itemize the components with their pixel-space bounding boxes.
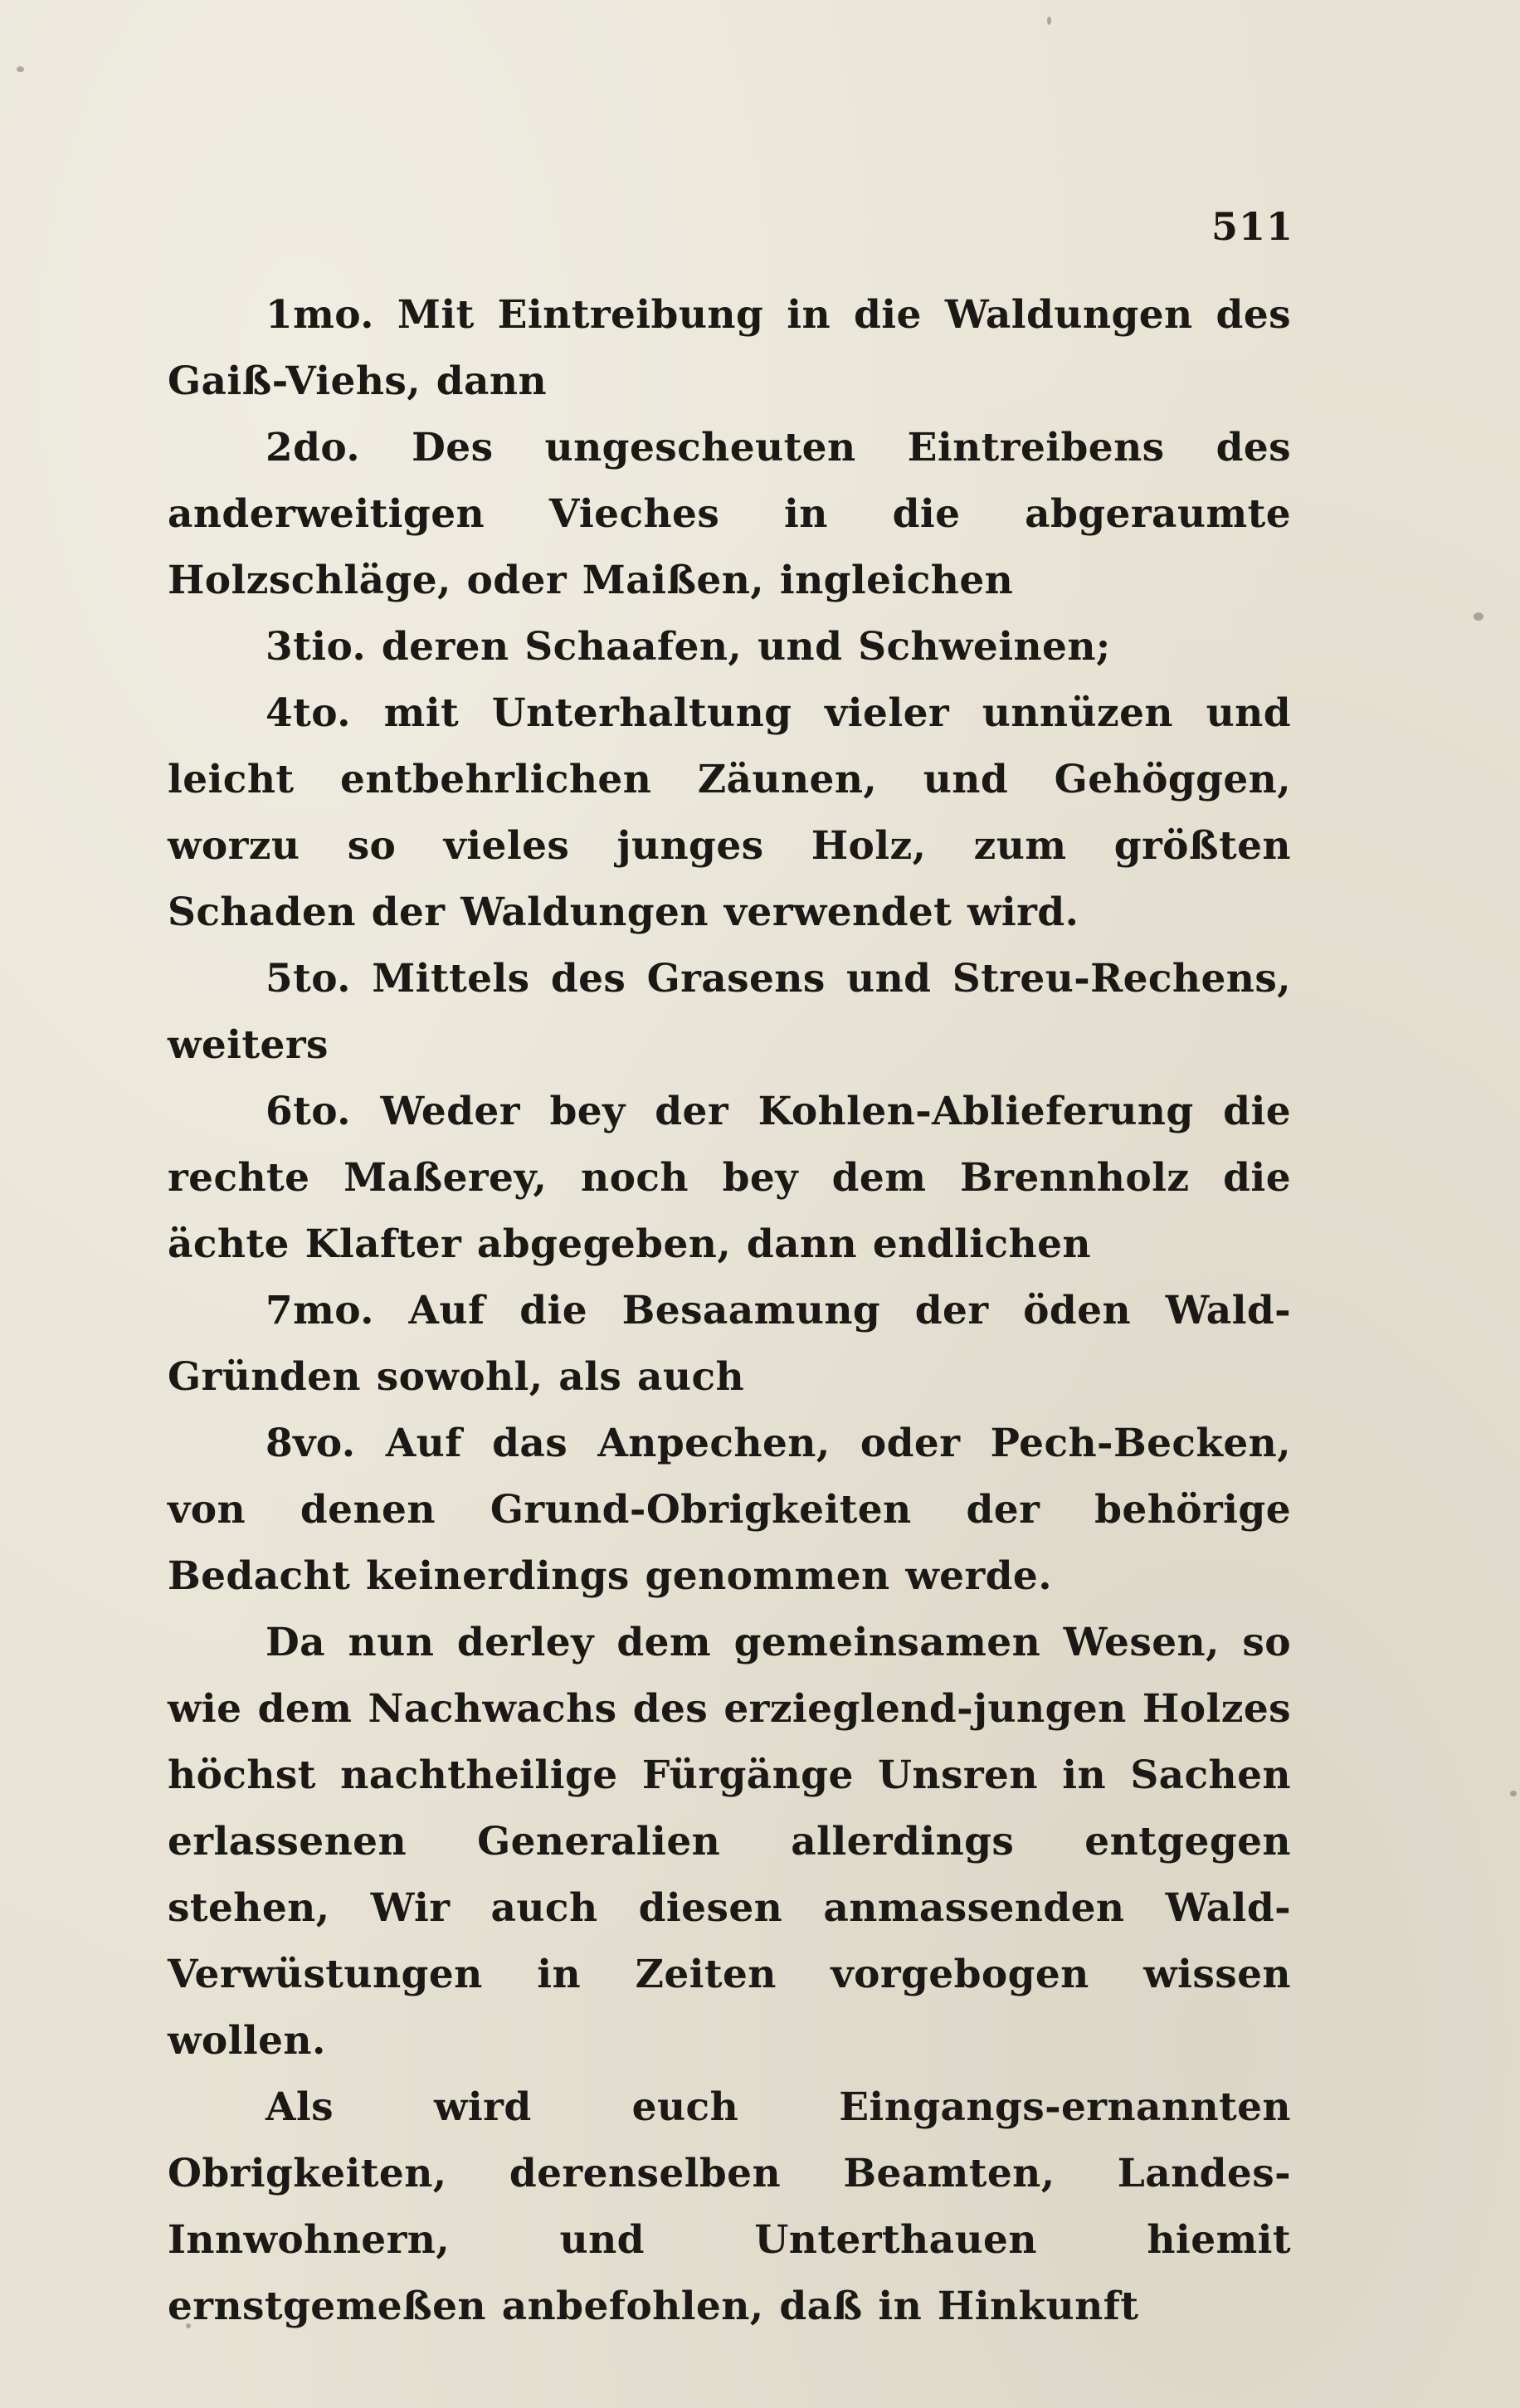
paper-fleck	[1047, 17, 1051, 25]
paragraph-label: 5to.	[266, 956, 351, 1002]
paper-fleck	[1474, 612, 1483, 621]
paragraph-text: Auf das Anpechen, oder Pech-Becken, von denen Grund-Obrigkeiten der behörige Bedacht keinerdings genommen werde.	[168, 1421, 1292, 1599]
paragraph-5to	[168, 946, 1291, 1079]
paragraph-label: 7mo.	[266, 1288, 374, 1333]
paragraph-label: 6to.	[266, 1089, 351, 1134]
paragraph-text: Auf die Besaamung der öden Wald-Gründen sowohl, als auch	[168, 1288, 1292, 1400]
paragraph-8vo	[168, 1411, 1291, 1610]
paragraph-text: Weder bey der Kohlen-Ablieferung die rechte Maßerey, noch bey dem Brennholz die ächte Klafter abgegeben, dann endlichen	[168, 1089, 1291, 1267]
paragraph-6to	[168, 1079, 1291, 1278]
paragraph-2do	[168, 415, 1291, 614]
paper-fleck	[17, 66, 24, 72]
paragraph-text: mit Unterhaltung vieler unnüzen und leicht entbehrlichen Zäunen, und Gehöggen, worzu so vieles junges Holz, zum größten Schaden der Waldungen verwendet wird.	[168, 690, 1292, 935]
paragraph-text: Da nun derley dem gemeinsamen Wesen, so wie dem Nachwachs des erzieglend-jungen Holzes höchst nachtheilige Fürgänge Unsren in Sachen erlassenen Generalien allerdings entgegen stehen, Wir auch diesen anmassenden Wald-Verwüstungen in Zeiten vorgebogen wissen wollen.	[168, 1620, 1291, 2064]
page-number: 511	[1211, 204, 1293, 249]
paragraph-3tio	[168, 614, 1291, 680]
body-text	[168, 282, 1291, 2340]
paragraph-label: 4to.	[266, 690, 351, 736]
paragraph-text: Des ungescheuten Eintreibens des anderweitigen Vieches in die abgeraumte Holzschläge, oder Maißen, ingleichen	[168, 425, 1291, 603]
paragraph-als-wird	[168, 2074, 1291, 2340]
paragraph-text: Mittels des Grasens und Streu-Rechens, weiters	[168, 956, 1291, 1068]
paragraph-7mo	[168, 1278, 1291, 1411]
paper-fleck	[186, 2323, 191, 2328]
paragraph-da-nun	[168, 1610, 1291, 2074]
paragraph-text: Als wird euch Eingangs-ernannten Obrigkeiten, derenselben Beamten, Landes-Innwohnern, und Unterthauen hiemit ernstgemeßen anbefohlen, daß in Hinkunft	[168, 2084, 1291, 2329]
paragraph-4to	[168, 680, 1291, 946]
paragraph-label: 2do.	[266, 425, 361, 470]
paragraph-label: 8vo.	[266, 1421, 356, 1466]
paper-fleck	[1510, 1791, 1517, 1796]
paragraph-text: deren Schaafen, und Schweinen;	[381, 624, 1111, 670]
paragraph-label: 1mo.	[266, 292, 374, 338]
paragraph-1mo	[168, 282, 1291, 415]
paragraph-text: Mit Eintreibung in die Waldungen des Gaiß-Viehs, dann	[168, 292, 1291, 404]
paragraph-label: 3tio.	[266, 624, 367, 670]
